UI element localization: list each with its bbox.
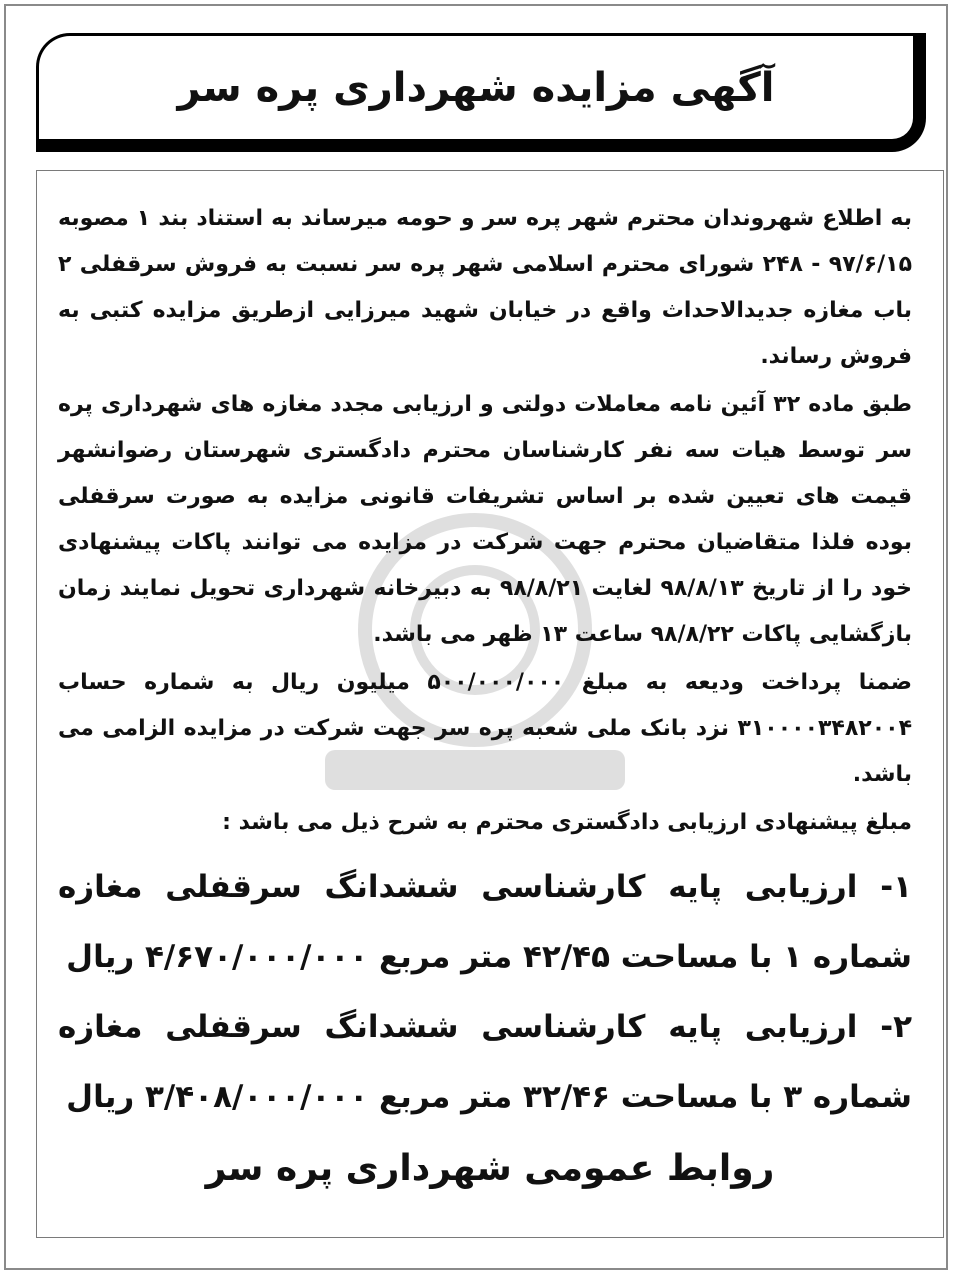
page-title: آگهی مزایده شهرداری پره سر bbox=[177, 64, 775, 111]
notice-content bbox=[58, 196, 912, 1132]
valuation-list bbox=[58, 852, 912, 1132]
title-box bbox=[36, 33, 926, 152]
valuation-item-1: ۱- ارزیابی پایه کارشناسی ششدانگ سرقفلی مغازه شماره ۱ با مساحت ۴۲/۴۵ متر مربع ۴/۶۷۰/۰۰۰/۰۰۰ ریال bbox=[58, 869, 912, 975]
paragraph-intro: به اطلاع شهروندان محترم شهر پره سر و حومه میرساند به استناد بند ۱ مصوبه ۹۷/۶/۱۵ - ۲۴۸ شورای محترم اسلامی شهر پره سر نسبت به فروش سرقفلی ۲ باب مغازه جدیدالاحداث واقع در خیابان شهید میرزایی ازطریق مزایده کتبی به فروش رساند. bbox=[58, 206, 912, 369]
paragraph-deposit: ضمنا پرداخت ودیعه به مبلغ ۵۰۰/۰۰۰/۰۰۰ میلیون ریال به شماره حساب ۳۱۰۰۰۰۳۴۸۲۰۰۴ نزد بانک ملی شعبه پره سر جهت شرکت در مزایده الزامی می باشد. bbox=[58, 670, 912, 787]
valuation-item-2: ۲- ارزیابی پایه کارشناسی ششدانگ سرقفلی مغازه شماره ۳ با مساحت ۳۲/۴۶ متر مربع ۳/۴۰۸/۰۰۰/۰۰۰ ریال bbox=[58, 1009, 912, 1115]
paragraph-valuation-intro: مبلغ پیشنهادی ارزیابی دادگستری محترم به شرح ذیل می باشد : bbox=[222, 810, 912, 835]
paragraph-terms: طبق ماده ۳۲ آئین نامه معاملات دولتی و ارزیابی مجدد مغازه های شهرداری پره سر توسط هیات سه نفر کارشناسان محترم دادگستری شهرستان رضوانشهر قیمت های تعیین شده بر اساس تشریفات قانونی مزایده به صورت سرقفلی بوده فلذا متقاضیان محترم جهت شرکت در مزایده می توانند پاکات پیشنهادی خود را از تاریخ ۹۸/۸/۱۳ لغایت ۹۸/۸/۲۱ به دبیرخانه شهرداری تحویل نمایند زمان بازگشایی پاکات ۹۸/۸/۲۲ ساعت ۱۳ ظهر می باشد. bbox=[58, 392, 912, 647]
footer-signature: روابط عمومی شهرداری پره سر bbox=[205, 1148, 775, 1189]
